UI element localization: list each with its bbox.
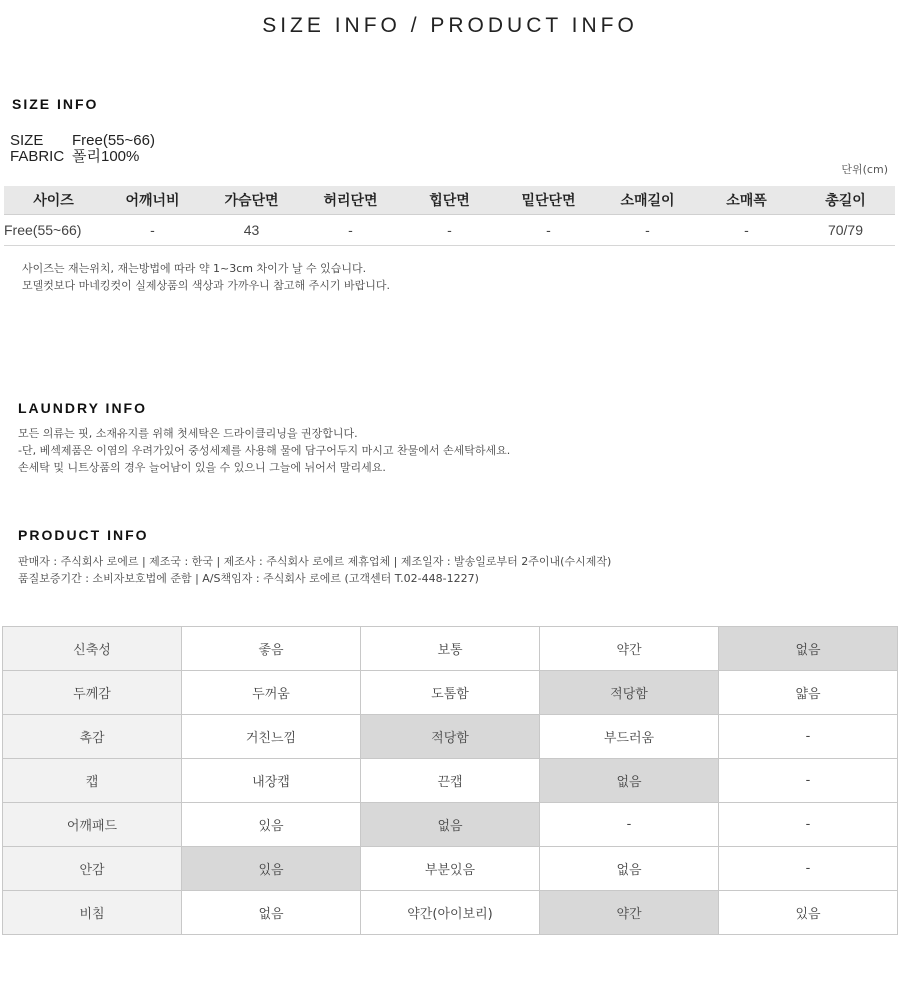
- property-option: -: [719, 847, 898, 891]
- size-label: SIZE: [10, 132, 44, 149]
- property-option: 없음: [182, 891, 361, 935]
- size-table: [4, 186, 895, 246]
- property-option: 부드러움: [540, 715, 719, 759]
- property-option: -: [719, 803, 898, 847]
- property-label: 촉감: [3, 715, 182, 759]
- property-option: 부분있음: [361, 847, 540, 891]
- property-row: [3, 891, 898, 935]
- property-row: [3, 803, 898, 847]
- property-label: 캡: [3, 759, 182, 803]
- property-option: 보통: [361, 627, 540, 671]
- size-note-line: 사이즈는 재는위치, 재는방법에 따라 약 1~3cm 차이가 날 수 있습니다.: [22, 262, 367, 275]
- col-header: 총길이: [796, 186, 895, 214]
- property-option-selected: 약간: [540, 891, 719, 935]
- table-cell: -: [697, 214, 796, 245]
- spec-summary: [10, 133, 155, 165]
- fabric-label: FABRIC: [10, 148, 65, 165]
- col-header: 가슴단면: [202, 186, 301, 214]
- laundry-info-heading: LAUNDRY INFO: [18, 400, 147, 416]
- table-cell: -: [598, 214, 697, 245]
- col-header: 허리단면: [301, 186, 400, 214]
- property-label: 어깨패드: [3, 803, 182, 847]
- col-header: 힙단면: [400, 186, 499, 214]
- size-table-header-row: [4, 186, 895, 214]
- property-label: 안감: [3, 847, 182, 891]
- page-title: SIZE INFO / PRODUCT INFO: [262, 14, 638, 37]
- col-header: 밑단단면: [499, 186, 598, 214]
- property-option: 있음: [719, 891, 898, 935]
- laundry-line: -단, 베섹제품은 이염의 우려가있어 중성세제를 사용해 물에 담구어두지 마시고 찬물에서 손세탁하세요.: [18, 444, 511, 457]
- property-option: -: [540, 803, 719, 847]
- product-line: 품질보증기간 : 소비자보호법에 준함 | A/S책임자 : 주식회사 로에르 (고객센터 T.02-448-1227): [18, 572, 479, 585]
- property-option: 도톰함: [361, 671, 540, 715]
- property-option: 좋음: [182, 627, 361, 671]
- col-header: 소매길이: [598, 186, 697, 214]
- property-option: 없음: [540, 847, 719, 891]
- property-option-selected: 없음: [719, 627, 898, 671]
- table-cell: -: [400, 214, 499, 245]
- laundry-line: 모든 의류는 핏, 소재유지를 위해 첫세탁은 드라이클리닝을 권장합니다.: [18, 427, 358, 440]
- fabric-value: 폴리100%: [72, 148, 140, 165]
- size-note-line: 모델컷보다 마네킹컷이 실제상품의 색상과 가까우니 참고해 주시기 바랍니다.: [22, 279, 391, 292]
- table-cell: -: [103, 214, 202, 245]
- property-row: [3, 627, 898, 671]
- size-value: Free(55~66): [72, 132, 155, 149]
- property-option: 끈캡: [361, 759, 540, 803]
- property-label: 신축성: [3, 627, 182, 671]
- product-notes: [18, 553, 611, 587]
- property-label: 두께감: [3, 671, 182, 715]
- property-row: [3, 847, 898, 891]
- table-cell: -: [301, 214, 400, 245]
- col-header: 사이즈: [4, 186, 103, 214]
- property-option-selected: 적당함: [540, 671, 719, 715]
- col-header: 어깨너비: [103, 186, 202, 214]
- property-option-selected: 없음: [361, 803, 540, 847]
- property-option: 내장캡: [182, 759, 361, 803]
- property-option: 약간: [540, 627, 719, 671]
- col-header: 소매폭: [697, 186, 796, 214]
- property-option: 있음: [182, 803, 361, 847]
- size-info-heading: SIZE INFO: [12, 96, 99, 112]
- table-cell: Free(55~66): [4, 214, 103, 245]
- unit-note: 단위(cm): [841, 163, 888, 176]
- size-notes: [22, 260, 390, 294]
- table-cell: 43: [202, 214, 301, 245]
- table-cell: 70/79: [796, 214, 895, 245]
- properties-table: [2, 626, 898, 935]
- table-cell: -: [499, 214, 598, 245]
- property-option-selected: 없음: [540, 759, 719, 803]
- property-option-selected: 적당함: [361, 715, 540, 759]
- property-label: 비침: [3, 891, 182, 935]
- property-option: 두꺼움: [182, 671, 361, 715]
- table-row: [4, 214, 895, 245]
- property-row: [3, 671, 898, 715]
- property-option: 얇음: [719, 671, 898, 715]
- product-line: 판매자 : 주식회사 로에르 | 제조국 : 한국 | 제조사 : 주식회사 로에르 제휴업체 | 제조일자 : 발송일로부터 2주이내(수시제작): [18, 555, 612, 568]
- property-row: [3, 715, 898, 759]
- laundry-notes: [18, 425, 510, 476]
- property-option: -: [719, 715, 898, 759]
- property-option: 거친느낌: [182, 715, 361, 759]
- product-info-heading: PRODUCT INFO: [18, 527, 149, 543]
- laundry-line: 손세탁 및 니트상품의 경우 늘어남이 있을 수 있으니 그늘에 뉘어서 말리세요.: [18, 461, 386, 474]
- property-option-selected: 있음: [182, 847, 361, 891]
- property-row: [3, 759, 898, 803]
- property-option: -: [719, 759, 898, 803]
- property-option: 약간(아이보리): [361, 891, 540, 935]
